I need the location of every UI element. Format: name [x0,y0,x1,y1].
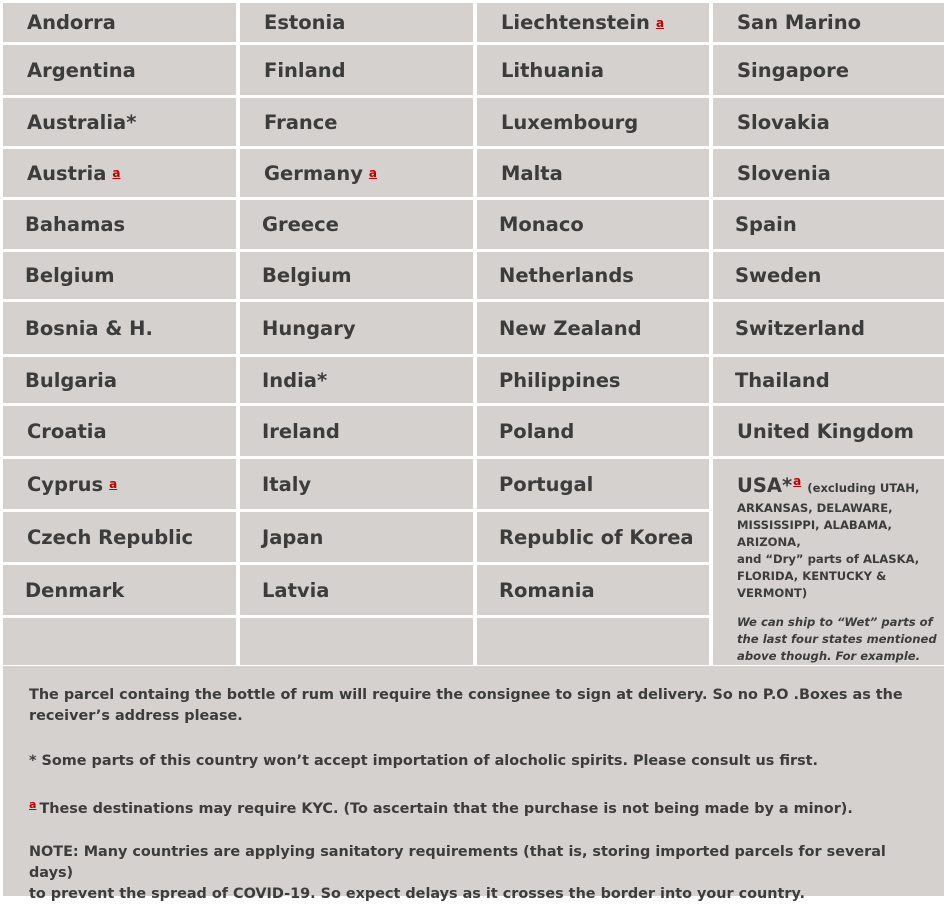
kyc-note-text: These destinations may require KYC. (To ascertain that the purchase is not being made by a minor). [39,801,853,817]
kyc-mark: a [793,474,802,488]
country-cell [3,98,236,146]
country-name: India* [262,368,328,392]
note-line: NOTE: Many countries are applying sanitatory requirements (that is, storing imported parcels for several days) [29,844,886,881]
country-cell [240,200,473,249]
country-name: Bahamas [25,213,126,236]
country-cell [240,512,473,562]
country-cell [477,406,709,456]
country-cell [477,98,709,146]
country-name: Greece [262,213,339,236]
country-cell [3,565,236,615]
country-cell [713,302,944,354]
country-name: Switzerland [735,316,865,340]
country-name: Bosnia & H. [25,316,153,340]
country-name: Sweden [735,264,822,287]
country-cell [240,252,473,299]
country-name: United Kingdom [737,419,915,443]
country-name: Argentina [27,58,136,82]
country-cell [477,252,709,299]
kyc-note [29,794,924,820]
country-name: Lithuania [501,58,605,82]
asterisk-note: * Some parts of this country won’t accept importation of alocholic spirits. Please consult us first. [29,753,819,769]
country-name: Italy [262,472,312,496]
usa-cell [713,459,944,665]
country-cell [477,3,709,42]
kyc-mark: a [112,166,121,180]
usa-wet-line: We can ship to “Wet” parts of [737,615,933,629]
country-name: Cyprus [27,472,104,496]
country-cell [713,252,944,299]
country-cell [240,565,473,615]
empty-cell [3,618,236,665]
country-cell [3,357,236,403]
note-line: The parcel containg the bottle of rum will require the consignee to sign at delivery. So no P.O .Boxes as the [29,687,903,703]
kyc-mark: a [29,798,37,811]
country-name: Thailand [735,368,830,392]
usa-exclusion-line: ARKANSAS, DELAWARE, [737,501,893,515]
country-cell [240,357,473,403]
country-name: Austria [27,161,107,185]
country-name: Czech Republic [27,525,194,549]
kyc-mark: a [368,166,378,180]
note-line: receiver’s address please. [29,708,243,724]
country-cell [477,357,709,403]
country-name: Singapore [737,58,849,82]
country-name: Belgium [262,264,352,287]
country-name: Liechtenstein [501,11,650,34]
country-name: Estonia [264,11,346,34]
country-cell [477,302,709,354]
usa-wet-line: above though. For example. [737,649,921,663]
covid-note [29,842,924,905]
country-cell [3,302,236,354]
country-name: Luxembourg [501,110,639,134]
country-cell [3,512,236,562]
empty-cell [240,618,473,665]
country-cell [477,565,709,615]
country-cell [477,512,709,562]
country-name: Republic of Korea [499,525,694,549]
country-name: Portugal [499,472,594,496]
country-name: Romania [499,578,595,602]
country-name: Ireland [262,419,340,443]
country-cell [240,149,473,197]
country-cell [477,459,709,509]
country-name: Philippines [499,368,621,392]
country-cell [240,302,473,354]
signature-note [29,685,924,727]
country-name: San Marino [737,11,862,34]
country-name: Poland [499,419,575,443]
usa-exclusion-list [737,500,938,602]
usa-exclusion-line: FLORIDA, KENTUCKY & VERMONT) [737,569,887,600]
kyc-mark: a [655,15,665,30]
country-name: Belgium [25,264,115,287]
country-cell [240,45,473,95]
usa-name: USA* [737,474,793,497]
country-cell [3,459,236,509]
country-name: Slovakia [737,110,830,134]
country-cell [477,45,709,95]
note-line: to prevent the spread of COVID-19. So expect delays as it crosses the border into your country. [29,886,806,902]
country-cell [240,3,473,42]
country-cell [713,149,944,197]
country-name: Latvia [262,578,330,602]
usa-wet-line: the last four states mentioned [737,632,937,646]
country-cell [713,406,944,456]
country-name: Bulgaria [25,368,118,392]
country-cell [3,149,236,197]
country-cell [240,406,473,456]
country-name: Slovenia [737,161,831,185]
country-cell [3,45,236,95]
country-name: Hungary [262,316,356,340]
country-name: New Zealand [499,316,642,340]
country-name: Australia* [27,110,137,134]
country-cell [3,406,236,456]
empty-cell [477,618,709,665]
country-cell [240,98,473,146]
usa-heading [737,469,938,500]
country-name: Monaco [499,213,584,236]
usa-exclusion-start: (excluding UTAH, [807,481,920,495]
country-cell [477,200,709,249]
country-cell [477,149,709,197]
country-name: Croatia [27,419,107,443]
country-cell [3,3,236,42]
usa-exclusion-line: and “Dry” parts of ALASKA, [737,552,920,566]
country-name: Japan [262,525,324,549]
country-name: Spain [735,213,797,236]
country-cell [713,357,944,403]
usa-exclusion-line: MISSISSIPPI, ALABAMA, ARIZONA, [737,518,892,549]
country-cell [713,3,944,42]
country-name: Finland [264,58,346,82]
country-cell [713,200,944,249]
country-cell [713,98,944,146]
kyc-mark: a [109,477,118,491]
country-grid [3,3,944,663]
country-cell [3,200,236,249]
country-cell [3,252,236,299]
country-name: Andorra [27,11,116,34]
country-name: France [264,110,338,134]
country-name: Netherlands [499,264,634,287]
country-name: Denmark [25,578,125,602]
country-name: Malta [501,161,563,185]
notes-panel [3,666,944,902]
country-cell [240,459,473,509]
country-name: Germany [264,161,363,185]
country-cell [713,45,944,95]
